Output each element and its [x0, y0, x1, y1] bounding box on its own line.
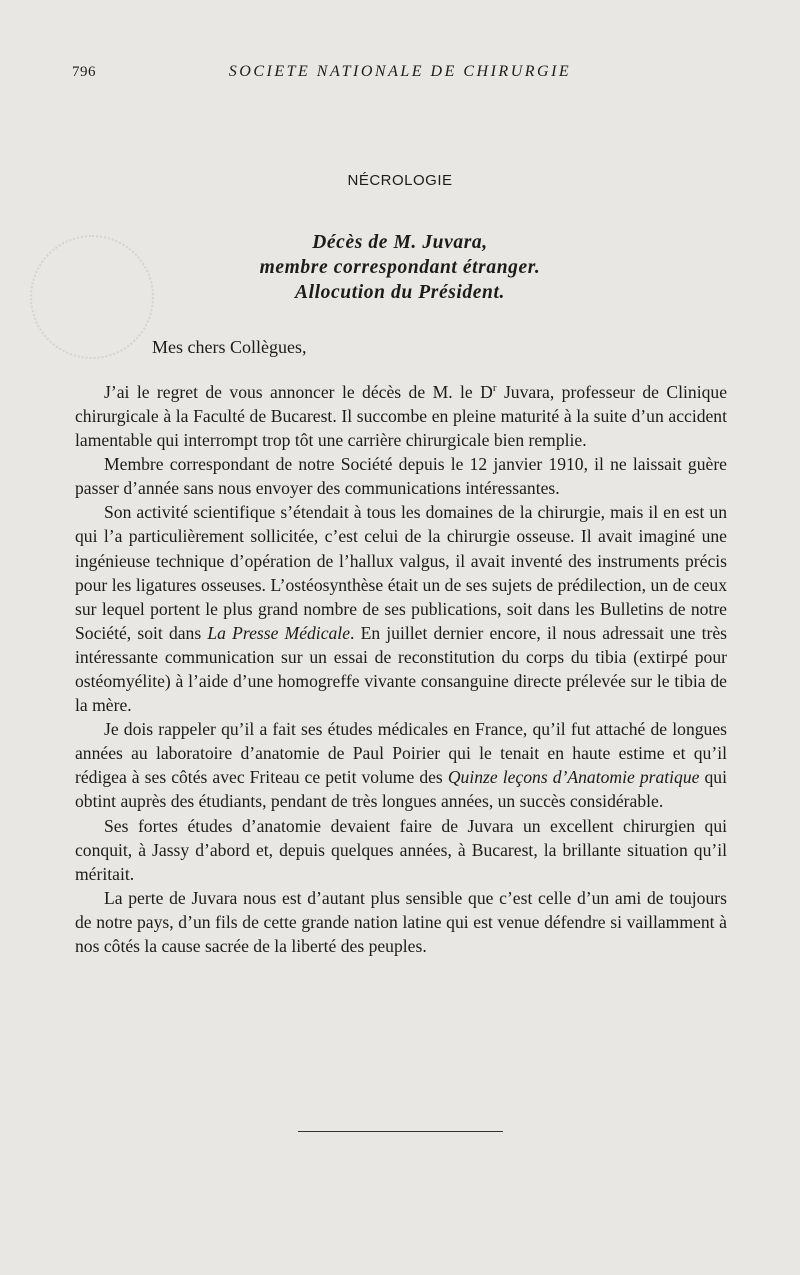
- title-line-2: membre correspondant étranger.: [259, 257, 541, 278]
- paragraph-5: Ses fortes études d’anatomie devaient faire de Juvara un excellent chirurgien qui conquit, à Jassy d’abord et, depuis quelques années, à Bucarest, la brillante situation qu’il méritait.: [75, 815, 727, 884]
- body-text: [75, 376, 727, 958]
- paragraph-4: [75, 717, 727, 813]
- paragraph-3: [75, 500, 727, 717]
- title-line-3: Allocution du Président.: [295, 282, 505, 303]
- paragraph-2: Membre correspondant de notre Société depuis le 12 janvier 1910, il ne laissait guère passer d’année sans nous envoyer des communications intéressantes.: [75, 454, 727, 499]
- paragraph-3-text-b: . En juillet dernier encore, il nous adressait une très intéressante communication sur un essai de reconstitution du corps du tibia (extirpé pour ostéomyélite) à l’aide d’une homogreffe vivante consanguine directe prélevée sur le tibia de la mère.: [75, 622, 727, 716]
- paragraph-1-text-b: Juvara, professeur de Clinique chirurgicale à la Faculté de Bucarest. Il succombe en pleine maturité à la suite d’un accident lamentable qui interrompt trop tôt une carrière chirurgicale bien remplie.: [75, 381, 727, 451]
- paragraph-1: [75, 376, 727, 452]
- paragraph-1-text-a: J’ai le regret de vous annoncer le décès de M. le D: [104, 381, 493, 402]
- paragraph-3-text-a: Son activité scientifique s’étendait à tous les domaines de la chirurgie, mais il en est un qui l’a particulièrement sollicitée, c’est celui de la chirurgie osseuse. Il avait imaginé une ingénieuse technique d’opération de l’hallux valgus, il avait inventé des instruments précis pour les ligatures osseuses. L’ostéosynthèse était un de ses sujets de prédilection, un de ceux sur lequel portent le plus grand nombre de ses publications, soit dans les Bulletins de notre Société, soit dans: [75, 502, 727, 643]
- article-title: [0, 230, 800, 305]
- journal-title-italic: La Presse Médicale: [207, 622, 351, 643]
- running-head: SOCIETE NATIONALE DE CHIRURGIE: [228, 63, 572, 80]
- book-title-italic: Quinze leçons d’Anatomie pratique: [447, 767, 700, 788]
- paragraph-4-text-b: qui obtint auprès des étudiants, pendant de très longues années, un succès considérable.: [75, 767, 727, 812]
- doctor-abbrev-superscript: r: [492, 382, 497, 394]
- section-title: NÉCROLOGIE: [347, 172, 453, 189]
- paragraph-4-text-a: Je dois rappeler qu’il a fait ses études médicales en France, qu’il fut attaché de longues années au laboratoire d’anatomie de Paul Poirier qui le tenait en haute estime et qu’il rédigea à ses côtés avec Friteau ce petit volume des: [75, 719, 727, 788]
- paragraph-6: La perte de Juvara nous est d’autant plus sensible que c’est celle d’un ami de toujours de notre pays, d’un fils de cette grande nation latine qui est venue défendre si vaillamment à nos côtés la cause sacrée de la liberté des peuples.: [75, 887, 727, 957]
- title-line-1: Décès de M. Juvara,: [312, 232, 488, 253]
- salutation: Mes chers Collègues,: [152, 337, 307, 357]
- page-number: 796: [72, 64, 96, 80]
- closing-rule: [298, 1131, 503, 1132]
